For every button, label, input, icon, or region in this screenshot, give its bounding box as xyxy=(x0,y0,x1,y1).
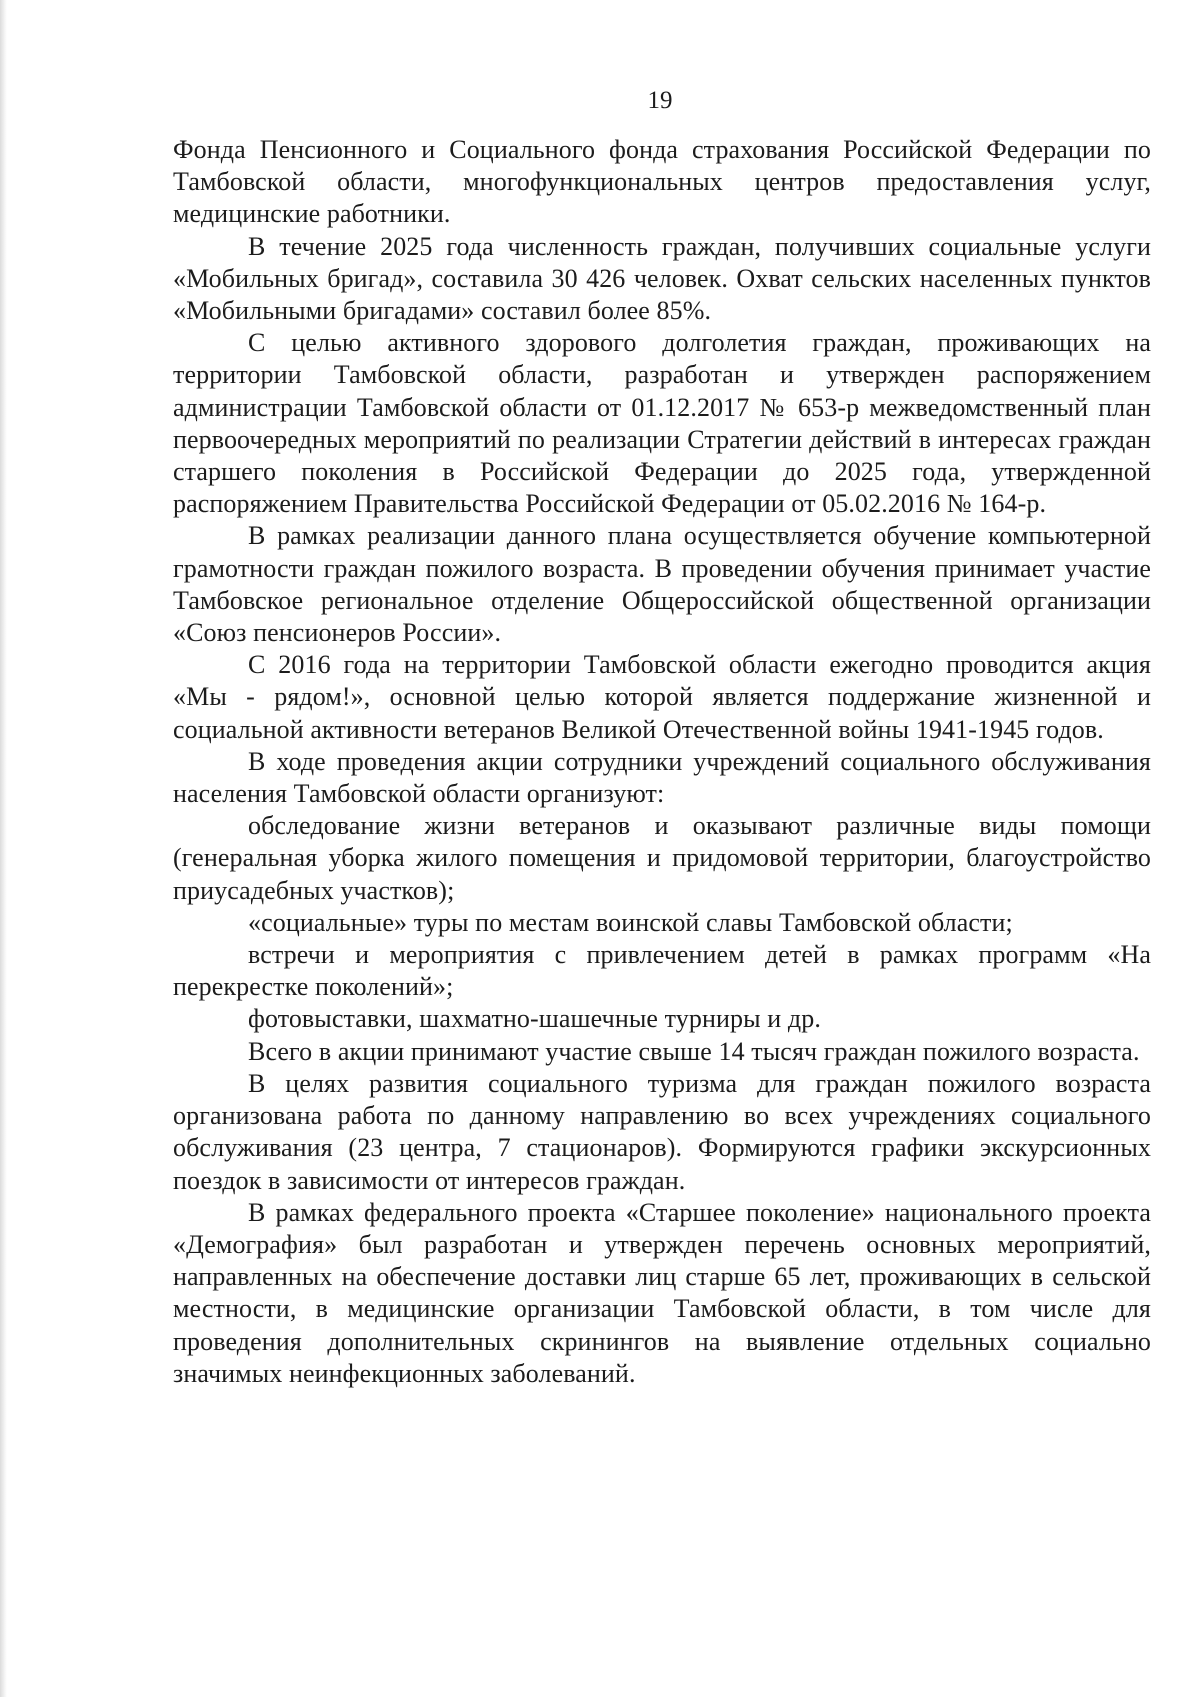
list-item-tours: «социальные» туры по местам воинской славы Тамбовской области; xyxy=(248,907,1013,937)
paragraph-social-tourism: В целях развития социального туризма для граждан пожилого возраста организована работа по данному направлению во всех учреждениях социального обслуживания (23 центра, 7 стационаров). Формируются графики экскурсионных поездок в зависимости от интересов граждан. xyxy=(173,1068,1151,1195)
paragraph-participants-total: Всего в акции принимают участие свыше 14 тысяч граждан пожилого возраста. xyxy=(248,1036,1140,1066)
list-item-meetings: встречи и мероприятия с привлечением детей в рамках программ «На перекрестке поколений»; xyxy=(173,940,1151,1002)
scan-edge-shadow xyxy=(0,0,7,1697)
page-number: 19 xyxy=(647,87,673,114)
list-item-exhibitions: фотовыставки, шахматно-шашечные турниры и др. xyxy=(248,1004,821,1034)
paragraph-action-we-are-near: С 2016 года на территории Тамбовской области ежегодно проводится акция «Мы - рядом!», основной целью которой является поддержание жизненной и социальной активности ветеранов Великой Отечественной войны 1941-1945 годов. xyxy=(173,650,1151,744)
paragraph-mobile-brigades: В течение 2025 года численность граждан, получивших социальные услуги «Мобильных бригад», составила 30 426 человек. Охват сельских населенных пунктов «Мобильными бригадами» составил более 85%. xyxy=(173,231,1151,326)
list-item-survey: обследование жизни ветеранов и оказывают различные виды помощи (генеральная уборка жилого помещения и придомовой территории, благоустройство приусадебных участков); xyxy=(173,811,1151,905)
paragraph-continuation: Фонда Пенсионного и Социального фонда страхования Российской Федерации по Тамбовской области, многофункциональных центров предоставления услуг, медицинские работники. xyxy=(173,135,1151,229)
document-body xyxy=(173,134,1151,1390)
paragraph-active-longevity-plan: С целью активного здорового долголетия граждан, проживающих на территории Тамбовской области, разработан и утвержден распоряжением администрации Тамбовской области от 01.12.2017 № 653-р межведомственный план первоочередных мероприятий по реализации Стратегии действий в интересах граждан старшего поколения в Российской Федерации до 2025 года, утвержденной распоряжением Правительства Российской Федерации от 05.02.2016 № 164-р. xyxy=(173,328,1151,519)
paragraph-federal-project: В рамках федерального проекта «Старшее поколение» национального проекта «Демография» был разработан и утвержден перечень основных мероприятий, направленных на обеспечение доставки лиц старше 65 лет, проживающих в сельской местности, в медицинские организации Тамбовской области, в том числе для проведения дополнительных скринингов на выявление отдельных социально значимых неинфекционных заболеваний. xyxy=(173,1197,1151,1388)
paragraph-action-organize: В ходе проведения акции сотрудники учреждений социального обслуживания населения Тамбовской области организуют: xyxy=(173,746,1151,809)
paragraph-computer-literacy: В рамках реализации данного плана осуществляется обучение компьютерной грамотности граждан пожилого возраста. В проведении обучения принимает участие Тамбовское региональное отделение Общероссийской общественной организации «Союз пенсионеров России». xyxy=(173,521,1151,648)
